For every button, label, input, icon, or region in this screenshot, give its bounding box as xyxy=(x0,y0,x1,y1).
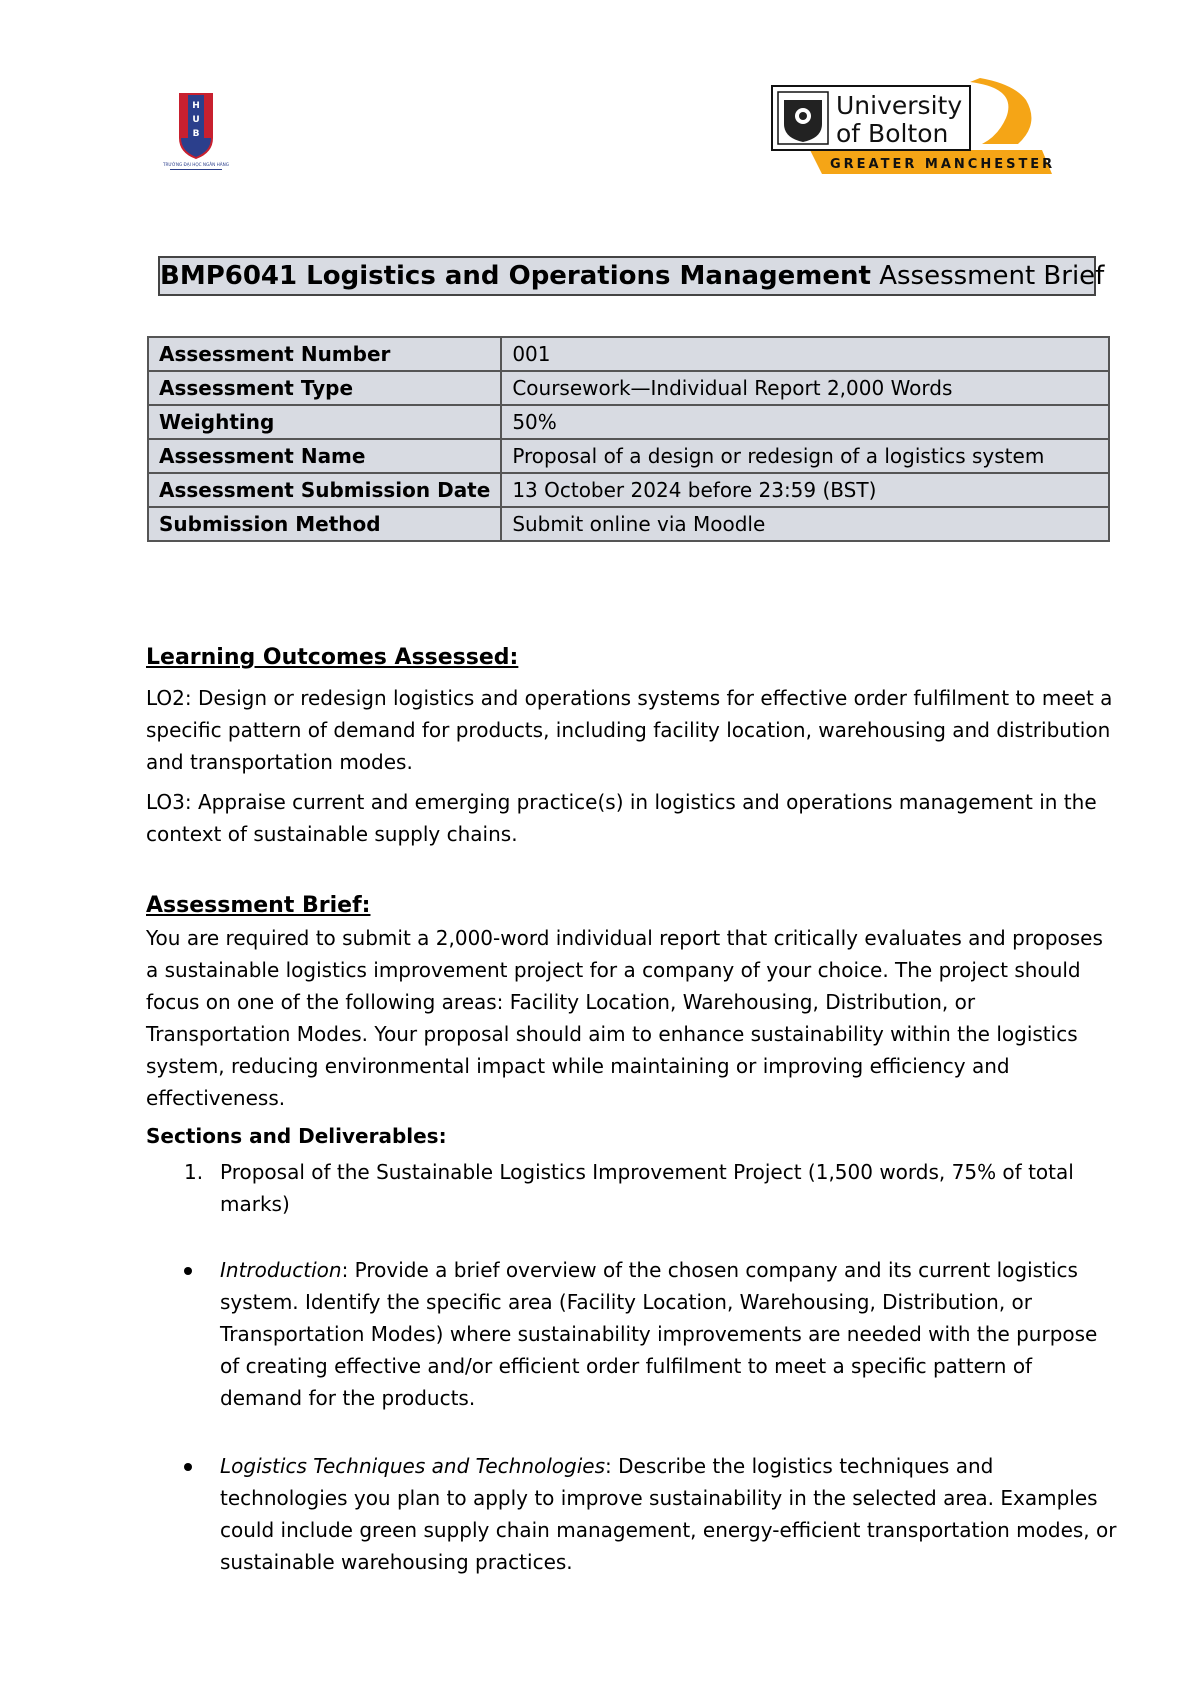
sections-heading: Sections and Deliverables: xyxy=(146,1124,447,1148)
bullet-label: Logistics Techniques and Technologies xyxy=(220,1454,606,1478)
row-key: Assessment Number xyxy=(148,337,501,371)
row-key: Assessment Type xyxy=(148,371,501,405)
assessment-brief-text: You are required to submit a 2,000-word individual report that critically evaluates and proposes a sustainable logistics improvement project for a company of your choice. The project should focus on one of the following areas: Facility Location, Warehousing, Distribution, or Transportation Modes. Your proposal should aim to enhance sustainability within the logistics system, reducing environmental impact while maintaining or improving efficiency and effectiveness. xyxy=(146,926,1103,1110)
row-value: Coursework—Individual Report 2,000 Words xyxy=(501,371,1109,405)
assessment-info-table xyxy=(147,336,1110,542)
bullet-text: : Provide a brief overview of the chosen company and its current logistics system. Identify the specific area (Facility Location, Warehousing, Distribution, or Transportation Modes) where sustainability improvements are needed with the purpose of creating effective and/or efficient order fulfilment to meet a specific pattern of demand for the products. xyxy=(220,1258,1098,1410)
bullet-introduction xyxy=(178,1254,1118,1414)
bullet-dot-icon xyxy=(184,1267,192,1275)
item-number: 1. xyxy=(184,1160,204,1184)
learning-outcomes-section xyxy=(146,642,1116,858)
bolton-line1: University xyxy=(836,91,963,120)
row-value: Proposal of a design or redesign of a logistics system xyxy=(501,439,1109,473)
bullet-logistics-techniques xyxy=(178,1450,1118,1578)
title-regular: Assessment Brief xyxy=(870,261,1105,291)
item-text: Proposal of the Sustainable Logistics Improvement Project (1,500 words, 75% of total marks) xyxy=(220,1160,1074,1216)
learning-outcomes-heading: Learning Outcomes Assessed: xyxy=(146,645,519,670)
svg-text:H: H xyxy=(192,101,200,111)
university-of-bolton-logo xyxy=(770,78,1062,182)
row-key: Assessment Submission Date xyxy=(148,473,501,507)
row-value: 50% xyxy=(501,405,1109,439)
assessment-brief-section xyxy=(146,890,1116,1114)
table-row xyxy=(148,405,1109,439)
table-row xyxy=(148,473,1109,507)
row-key: Submission Method xyxy=(148,507,501,541)
document-title xyxy=(158,256,1105,296)
assessment-brief-heading: Assessment Brief: xyxy=(146,893,371,918)
row-key: Weighting xyxy=(148,405,501,439)
table-row xyxy=(148,439,1109,473)
hub-caption: TRƯỜNG ĐẠI HỌC NGÂN HÀNG xyxy=(162,162,230,167)
table-row xyxy=(148,507,1109,541)
table-row xyxy=(148,371,1109,405)
svg-text:U: U xyxy=(192,115,200,125)
hub-university-logo xyxy=(150,92,242,172)
bullet-text: : Describe the logistics techniques and technologies you plan to apply to improve sustainability in the selected area. Examples could include green supply chain management, energy-efficient transportation modes, or sustainable warehousing practices. xyxy=(220,1454,1117,1574)
title-bold: BMP6041 Logistics and Operations Management xyxy=(160,261,871,291)
table-row xyxy=(148,337,1109,371)
row-value: 13 October 2024 before 23:59 (BST) xyxy=(501,473,1109,507)
lo2-text: LO2: Design or redesign logistics and operations systems for effective order fulfilment to meet a specific pattern of demand for products, including facility location, warehousing and distribution and transportation modes. xyxy=(146,686,1113,774)
bullet-dot-icon xyxy=(184,1463,192,1471)
bolton-line2: of Bolton xyxy=(836,119,949,148)
row-key: Assessment Name xyxy=(148,439,501,473)
lo3-text: LO3: Appraise current and emerging practice(s) in logistics and operations management in the context of sustainable supply chains. xyxy=(146,790,1097,846)
sections-heading-wrap xyxy=(146,1120,1116,1152)
row-value: 001 xyxy=(501,337,1109,371)
bolton-banner: GREATER MANCHESTER xyxy=(830,157,1056,172)
row-value: Submit online via Moodle xyxy=(501,507,1109,541)
numbered-item-1 xyxy=(178,1156,1108,1220)
svg-text:B: B xyxy=(192,129,200,139)
bullet-label: Introduction xyxy=(220,1258,342,1282)
